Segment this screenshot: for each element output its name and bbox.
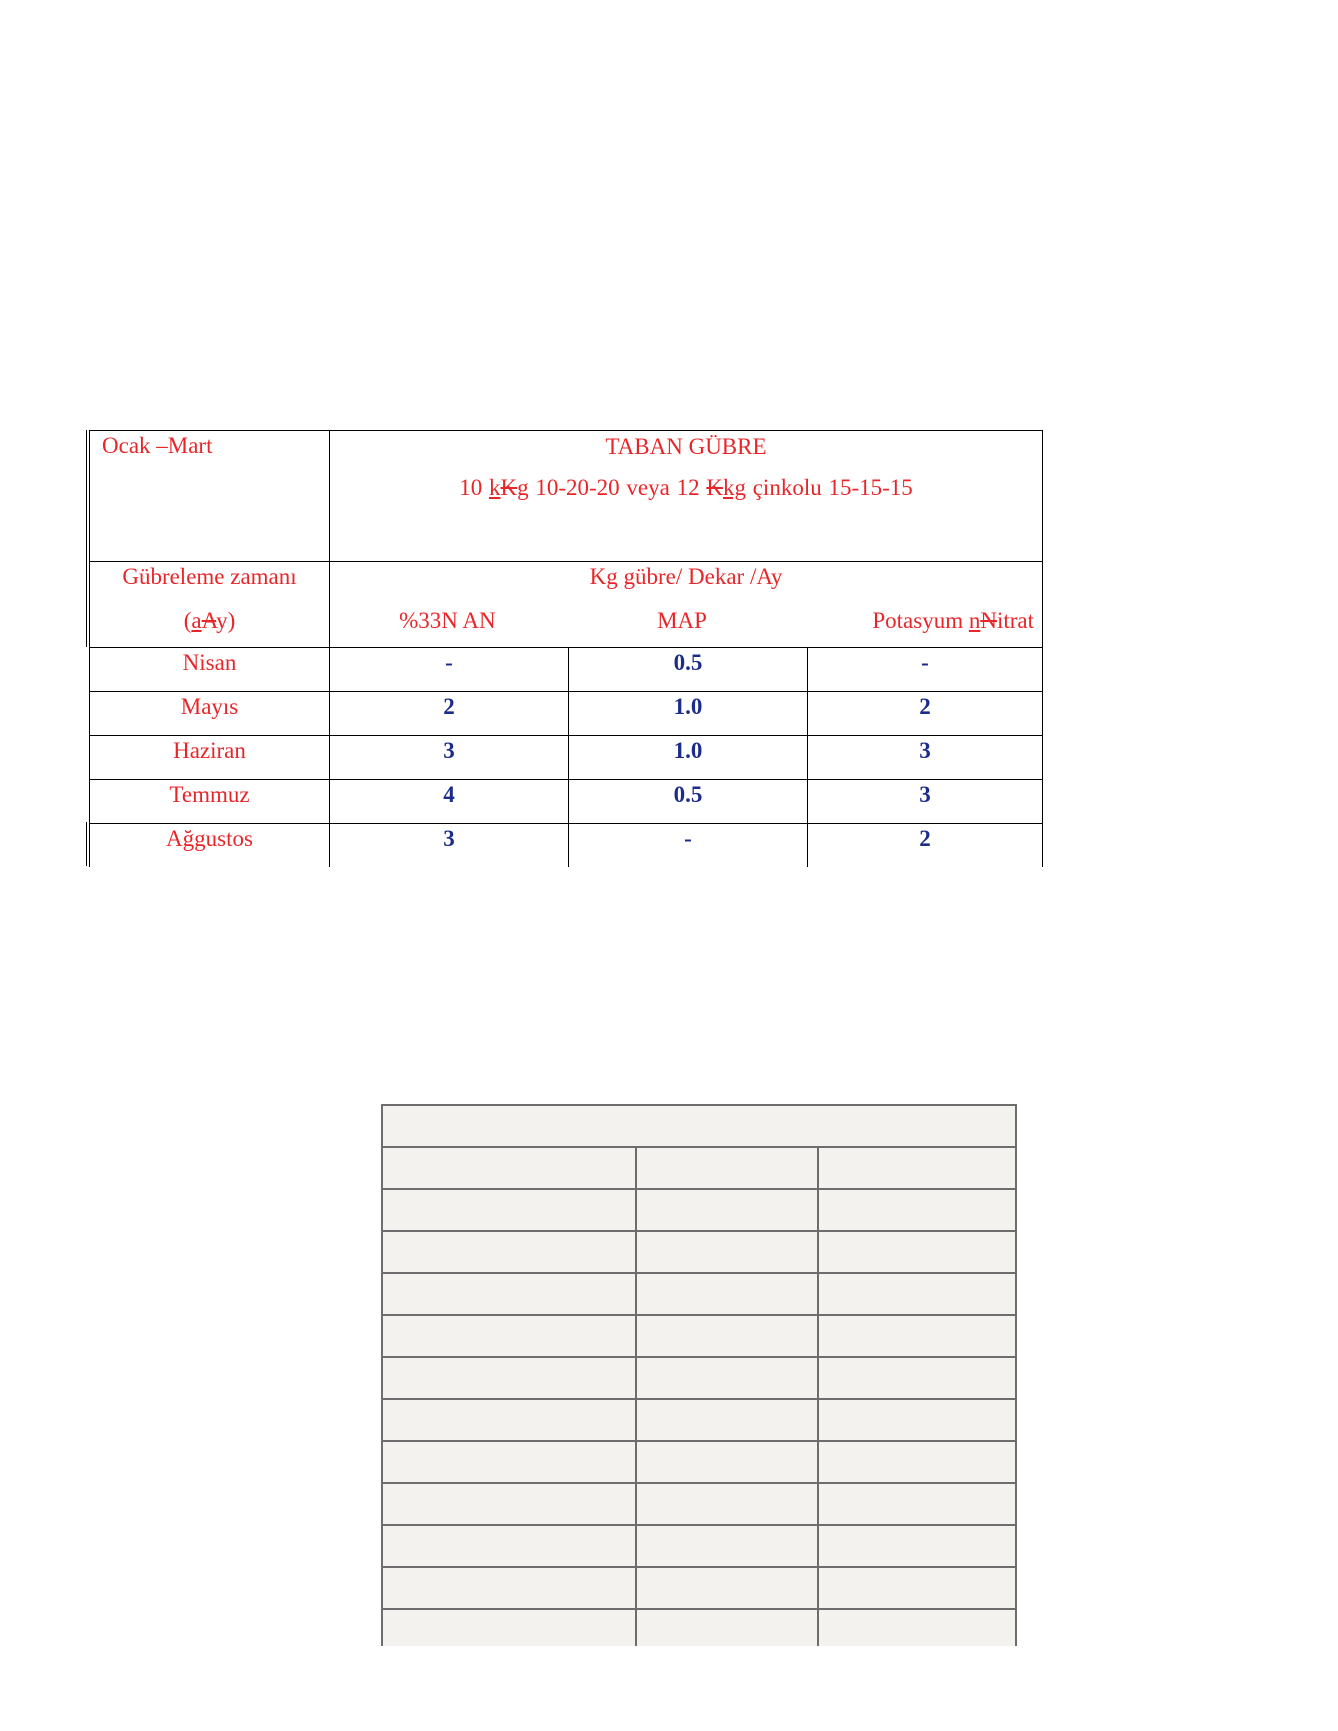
base-fertilizer-row	[90, 431, 1043, 562]
empty-cell	[636, 1525, 818, 1567]
empty-grid-row	[382, 1609, 1016, 1646]
month-cell: Temmuz	[90, 780, 330, 824]
table-row	[90, 736, 1043, 780]
potassium-nitrate-value: 2	[808, 824, 1043, 867]
unit-header-label: Kg gübre/ Dekar /Ay	[589, 564, 783, 589]
column-header-map: MAP	[657, 608, 707, 633]
empty-grid-row	[382, 1273, 1016, 1315]
empty-cell	[818, 1357, 1016, 1399]
empty-cell	[382, 1525, 636, 1567]
time-header-label: Gübreleme zamanı	[122, 564, 297, 589]
empty-cell	[636, 1189, 818, 1231]
empty-cell	[636, 1231, 818, 1273]
month-cell: Nisan	[90, 648, 330, 692]
empty-cell	[382, 1609, 636, 1646]
empty-grid-row	[382, 1399, 1016, 1441]
empty-cell	[382, 1357, 636, 1399]
empty-cell	[636, 1357, 818, 1399]
empty-cell	[818, 1315, 1016, 1357]
empty-cell	[382, 1147, 636, 1189]
empty-cell	[636, 1399, 818, 1441]
empty-grid-row	[382, 1231, 1016, 1273]
map-value: 0.5	[569, 648, 808, 692]
time-header-cell	[90, 562, 330, 648]
an-value: 4	[330, 780, 569, 824]
empty-grid-row	[382, 1525, 1016, 1567]
empty-cell	[636, 1273, 818, 1315]
potassium-nitrate-value: -	[808, 648, 1043, 692]
empty-grid-row	[382, 1567, 1016, 1609]
column-header-an: %33N AN	[399, 608, 496, 633]
an-value: 3	[330, 736, 569, 780]
empty-cell	[382, 1399, 636, 1441]
empty-cell	[382, 1483, 636, 1525]
empty-grid-row	[382, 1483, 1016, 1525]
empty-grid-row	[382, 1189, 1016, 1231]
map-value: -	[569, 824, 808, 867]
column-header-potassium-nitrate: Potasyum nNitrat	[872, 608, 1035, 633]
header-row	[90, 562, 1043, 648]
empty-cell	[382, 1441, 636, 1483]
base-period-label: Ocak –Mart	[102, 433, 213, 458]
table-left-double-line-bottom	[86, 822, 87, 866]
base-fertilizer-cell	[330, 431, 1043, 562]
empty-grid-header-cell	[382, 1105, 1016, 1147]
an-value: -	[330, 648, 569, 692]
empty-grid-row	[382, 1147, 1016, 1189]
fertilization-table	[89, 430, 1043, 867]
empty-grid-row	[382, 1315, 1016, 1357]
base-period-cell	[90, 431, 330, 562]
empty-cell	[818, 1441, 1016, 1483]
month-cell: Ağgustos	[90, 824, 330, 867]
empty-cell	[818, 1525, 1016, 1567]
empty-cell	[818, 1273, 1016, 1315]
empty-cell	[382, 1189, 636, 1231]
empty-cell	[382, 1231, 636, 1273]
empty-cell	[382, 1315, 636, 1357]
empty-grid-table	[381, 1104, 1017, 1646]
empty-cell	[818, 1189, 1016, 1231]
an-value: 2	[330, 692, 569, 736]
empty-grid-row	[382, 1441, 1016, 1483]
unit-header-cell	[330, 562, 1043, 648]
table-left-double-line	[86, 430, 87, 647]
base-fertilizer-title: TABAN GÜBRE	[605, 434, 767, 459]
empty-cell	[636, 1147, 818, 1189]
empty-cell	[636, 1483, 818, 1525]
empty-cell	[818, 1231, 1016, 1273]
empty-cell	[818, 1483, 1016, 1525]
empty-cell	[636, 1609, 818, 1646]
empty-grid-row	[382, 1357, 1016, 1399]
empty-cell	[636, 1567, 818, 1609]
empty-cell	[382, 1567, 636, 1609]
month-cell: Mayıs	[90, 692, 330, 736]
empty-cell	[636, 1441, 818, 1483]
potassium-nitrate-value: 2	[808, 692, 1043, 736]
table-row	[90, 824, 1043, 867]
map-value: 1.0	[569, 692, 808, 736]
potassium-nitrate-value: 3	[808, 736, 1043, 780]
time-header-unit: (aAy)	[183, 608, 236, 633]
table-row	[90, 692, 1043, 736]
map-value: 1.0	[569, 736, 808, 780]
empty-cell	[382, 1273, 636, 1315]
base-fertilizer-amount: 10 kKg 10-20-20 veya 12 Kkg çinkolu 15-15-15	[459, 475, 913, 500]
map-value: 0.5	[569, 780, 808, 824]
potassium-nitrate-value: 3	[808, 780, 1043, 824]
table-row	[90, 648, 1043, 692]
table-row	[90, 780, 1043, 824]
an-value: 3	[330, 824, 569, 867]
empty-cell	[818, 1609, 1016, 1646]
empty-grid-header-row	[382, 1105, 1016, 1147]
empty-cell	[818, 1147, 1016, 1189]
empty-cell	[636, 1315, 818, 1357]
empty-cell	[818, 1399, 1016, 1441]
month-cell: Haziran	[90, 736, 330, 780]
empty-cell	[818, 1567, 1016, 1609]
